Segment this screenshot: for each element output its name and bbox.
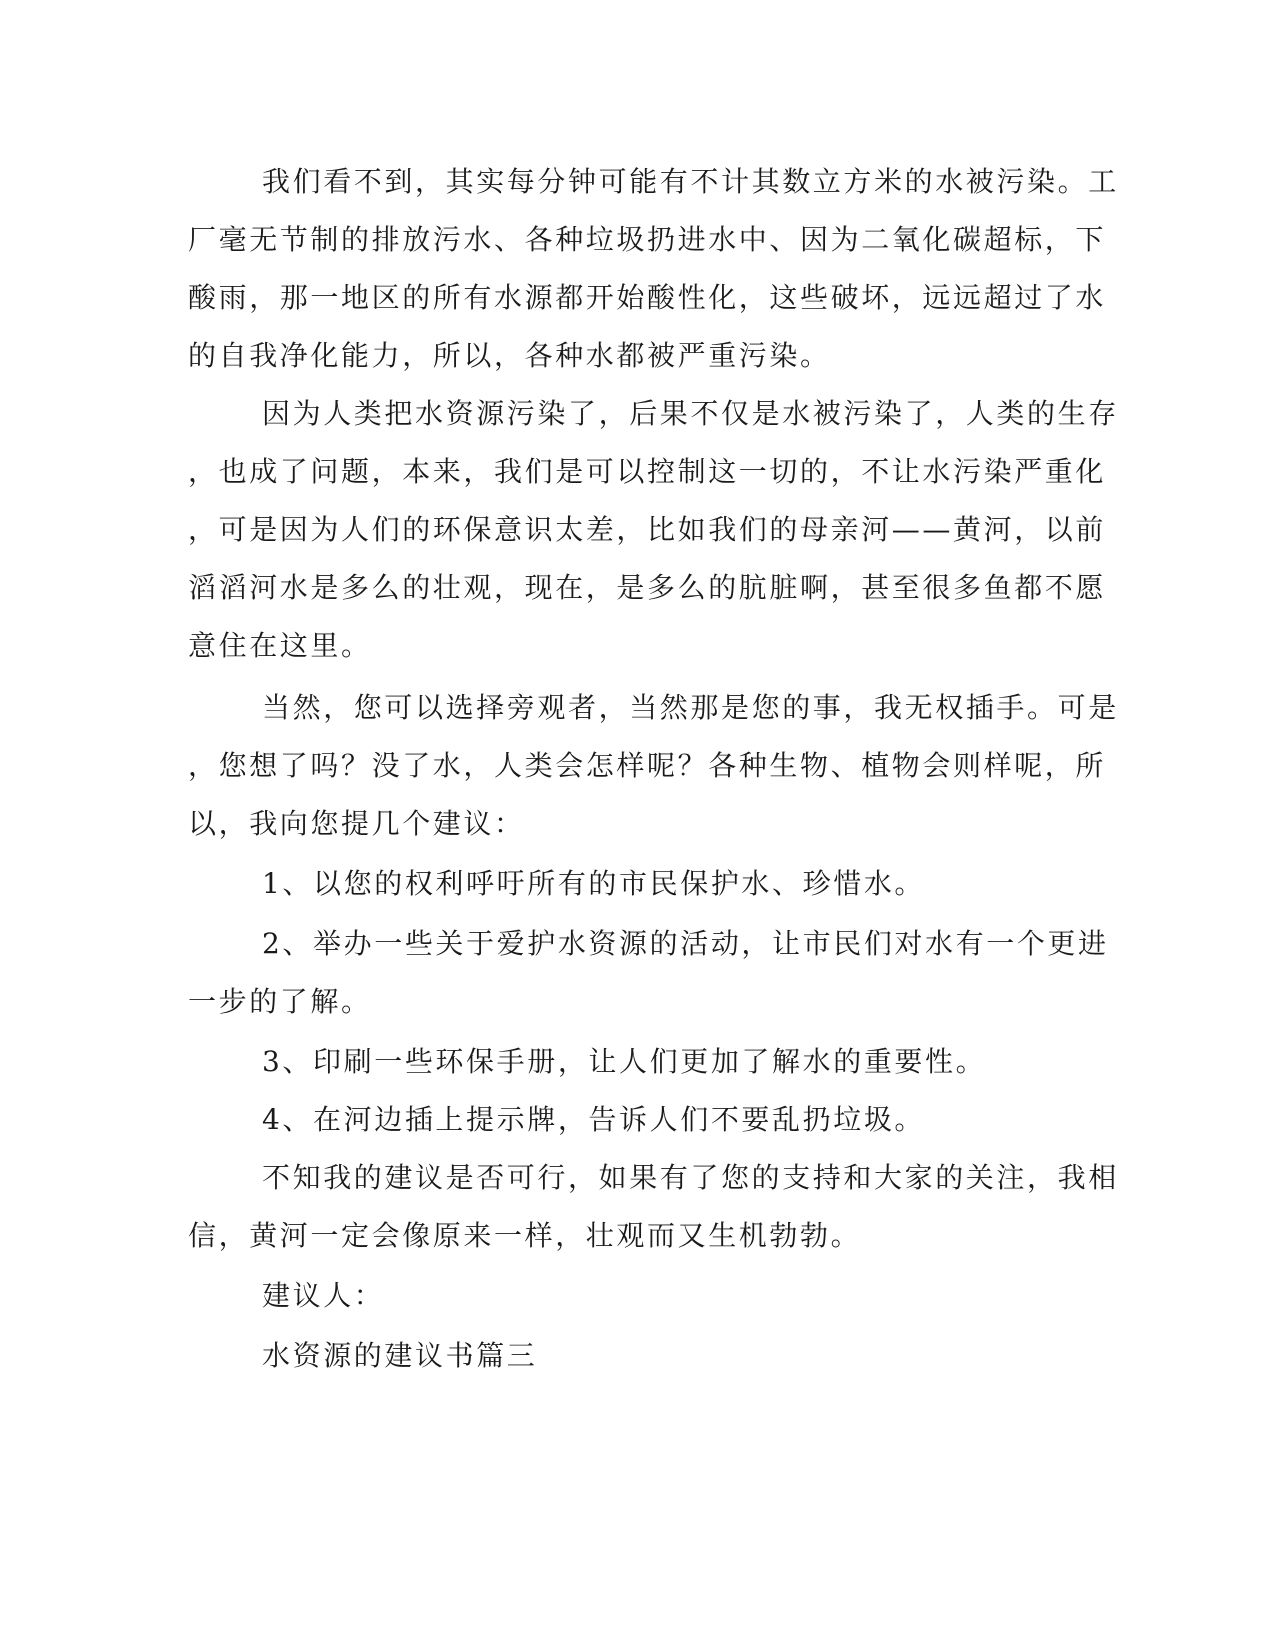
paragraph-1-line-1: 我们看不到，其实每分钟可能有不计其数立方米的水被污染。工: [262, 165, 1119, 198]
paragraph-3-line-1: 当然，您可以选择旁观者，当然那是您的事，我无权插手。可是: [262, 691, 1119, 724]
paragraph-2-line-2: ，也成了问题，本来，我们是可以控制这一切的，不让水污染严重化: [188, 455, 1107, 488]
section-heading: 水资源的建议书篇三: [262, 1339, 538, 1372]
suggestion-2-line-2: 一步的了解。: [188, 985, 372, 1018]
paragraph-2-line-1: 因为人类把水资源污染了，后果不仅是水被污染了，人类的生存: [262, 397, 1119, 430]
suggestion-2-line-1: 2、举办一些关于爱护水资源的活动，让市民们对水有一个更进: [262, 927, 1109, 960]
suggestion-3: 3、印刷一些环保手册，让人们更加了解水的重要性。: [262, 1045, 987, 1078]
paragraph-1-line-3: 酸雨，那一地区的所有水源都开始酸性化，这些破坏，远远超过了水: [188, 281, 1107, 314]
paragraph-2-line-5: 意住在这里。: [188, 629, 372, 662]
paragraph-1-line-2: 厂毫无节制的排放污水、各种垃圾扔进水中、因为二氧化碳超标，下: [188, 223, 1107, 256]
suggestion-4: 4、在河边插上提示牌，告诉人们不要乱扔垃圾。: [262, 1103, 926, 1136]
paragraph-2-line-3: ，可是因为人们的环保意识太差，比如我们的母亲河——黄河，以前: [188, 513, 1107, 546]
paragraph-3-line-3: 以，我向您提几个建议：: [188, 807, 525, 840]
proposer-label: 建议人：: [262, 1279, 385, 1312]
suggestion-1: 1、以您的权利呼吁所有的市民保护水、珍惜水。: [262, 867, 926, 900]
paragraph-1-line-4: 的自我净化能力，所以，各种水都被严重污染。: [188, 339, 831, 372]
paragraph-3-line-2: ，您想了吗？没了水，人类会怎样呢？各种生物、植物会则样呢，所: [188, 749, 1107, 782]
closing-line-1: 不知我的建议是否可行，如果有了您的支持和大家的关注，我相: [262, 1161, 1119, 1194]
paragraph-2-line-4: 滔滔河水是多么的壮观，现在，是多么的肮脏啊，甚至很多鱼都不愿: [188, 571, 1107, 604]
closing-line-2: 信，黄河一定会像原来一样，壮观而又生机勃勃。: [188, 1219, 862, 1252]
